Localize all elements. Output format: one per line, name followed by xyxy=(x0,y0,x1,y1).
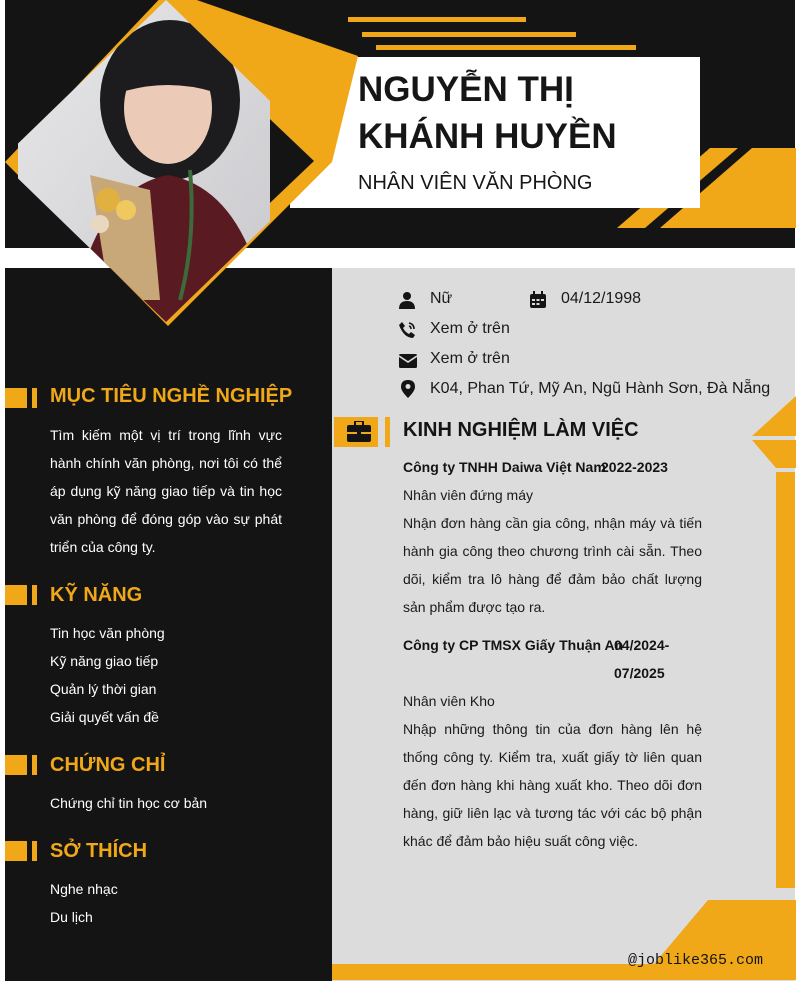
address-value: K04, Phan Tứ, Mỹ An, Ngũ Hành Sơn, Đà Nẵng xyxy=(430,380,771,397)
objective-heading: MỤC TIÊU NGHỀ NGHIỆP xyxy=(50,385,293,407)
job-description: Nhập những thông tin của đơn hàng lên hệ thống công ty. Kiểm tra, xuất giấy tờ liên quan đến đơn hàng khi hàng xuất kho. Theo dõi đơn hàng, giữ liên lạc và tương tác với các bộ phận khác để đảm bảo hiệu suất công việc. xyxy=(403,721,702,849)
job-period: 04/2024- xyxy=(614,637,670,653)
section-marker xyxy=(32,388,37,408)
certificates-heading: CHỨNG CHỈ xyxy=(50,754,166,776)
section-marker xyxy=(5,841,27,861)
job-position: Nhân viên Kho xyxy=(403,693,495,709)
section-marker xyxy=(32,841,37,861)
job-position: Nhân viên đứng máy xyxy=(403,487,533,503)
briefcase-icon xyxy=(347,421,371,443)
section-marker xyxy=(5,388,27,408)
calendar-icon xyxy=(529,291,547,309)
name-first-line: NGUYỄN THỊ xyxy=(358,70,574,109)
phone-icon xyxy=(398,321,416,339)
job-period: 07/2025 xyxy=(614,665,665,681)
right-column xyxy=(332,268,795,981)
job-title: NHÂN VIÊN VĂN PHÒNG xyxy=(358,172,593,194)
job-company: Công ty TNHH Daiwa Việt Nam xyxy=(403,459,606,475)
objective-text: Tìm kiếm một vị trí trong lĩnh vực hành chính văn phòng, nơi tôi có thể áp dụng kỹ năng giao tiếp và tin học văn phòng để đóng góp vào sự phát triển của công ty. xyxy=(50,427,282,555)
email-value: Xem ở trên xyxy=(430,350,510,367)
hobbies-heading: SỞ THÍCH xyxy=(50,840,148,862)
skill-item: Giải quyết vấn đề xyxy=(50,709,159,725)
birthdate-value: 04/12/1998 xyxy=(561,290,642,307)
decor-triangles xyxy=(748,396,796,468)
decor-stripe xyxy=(362,32,576,37)
section-marker xyxy=(32,755,37,775)
skill-item: Quản lý thời gian xyxy=(50,681,157,697)
section-marker xyxy=(385,417,390,447)
decor-stripe xyxy=(376,45,636,50)
phone-value: Xem ở trên xyxy=(430,320,510,337)
decor-stripe xyxy=(348,17,526,22)
section-marker xyxy=(32,585,37,605)
person-icon xyxy=(398,291,416,309)
job-period: 2022-2023 xyxy=(601,459,668,475)
section-marker xyxy=(5,585,27,605)
job-company: Công ty CP TMSX Giấy Thuận An xyxy=(403,637,624,653)
location-icon xyxy=(399,380,417,398)
experience-heading: KINH NGHIỆM LÀM VIỆC xyxy=(403,419,639,441)
skill-item: Kỹ năng giao tiếp xyxy=(50,653,159,669)
hobby-item: Du lịch xyxy=(50,909,93,925)
watermark: @joblike365.com xyxy=(628,952,764,969)
name-second-line: KHÁNH HUYỀN xyxy=(358,117,617,156)
portrait-frame xyxy=(0,0,360,330)
gender-value: Nữ xyxy=(430,290,453,307)
job-description: Nhận đơn hàng cần gia công, nhận máy và tiến hành gia công theo chương trình cài sẵn. Theo dõi, kiểm tra lô hàng để đảm bảo chất lượng sản phẩm được tạo ra. xyxy=(403,515,702,615)
mail-icon xyxy=(399,352,417,370)
certificate-item: Chứng chỉ tin học cơ bản xyxy=(50,795,208,811)
decor-bar xyxy=(776,472,795,888)
section-marker xyxy=(5,755,27,775)
hobby-item: Nghe nhạc xyxy=(50,881,118,897)
skill-item: Tin học văn phòng xyxy=(50,625,165,641)
skills-heading: KỸ NĂNG xyxy=(50,584,143,606)
